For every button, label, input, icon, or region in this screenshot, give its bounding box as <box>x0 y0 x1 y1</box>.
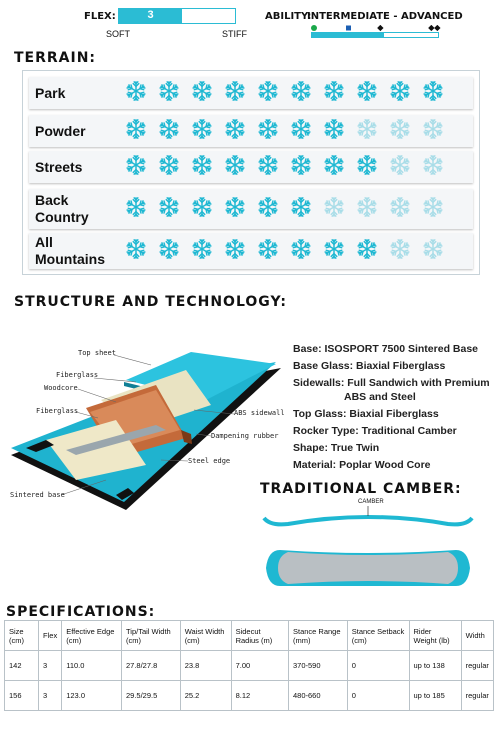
table-cell: up to 185 <box>409 681 461 711</box>
terrain-row <box>29 115 473 147</box>
snowflake-filled-icon <box>191 154 213 181</box>
table-cell: 8.12 <box>231 681 288 711</box>
snowflake-filled-icon <box>323 154 345 181</box>
snowflake-filled-icon <box>356 80 378 107</box>
snowflake-filled-icon <box>257 80 279 107</box>
spec-material: Material: Poplar Wood Core <box>293 459 431 471</box>
table-header-cell: Rider Weight (lb) <box>409 621 461 651</box>
ability-text: INTERMEDIATE - ADVANCED <box>307 11 463 22</box>
camber-profile <box>264 517 472 524</box>
table-cell: 123.0 <box>62 681 122 711</box>
table-header-cell: Waist Width (cm) <box>180 621 231 651</box>
table-cell: regular <box>461 681 493 711</box>
spec-base-glass: Base Glass: Biaxial Fiberglass <box>293 360 446 372</box>
table-cell: regular <box>461 651 493 681</box>
snowflake-empty-icon <box>356 196 378 223</box>
terrain-row-label: Park <box>35 84 66 101</box>
structure-spec-list <box>293 342 493 472</box>
snowflake-filled-icon <box>125 238 147 265</box>
snowflake-filled-icon <box>389 80 411 107</box>
snowflake-filled-icon <box>257 118 279 145</box>
snowflake-filled-icon <box>125 80 147 107</box>
snowflake-empty-icon <box>422 118 444 145</box>
snowflake-filled-icon <box>323 80 345 107</box>
snowflake-empty-icon <box>389 118 411 145</box>
snowflake-empty-icon <box>389 238 411 265</box>
snowflake-filled-icon <box>158 238 180 265</box>
snowflake-filled-icon <box>290 238 312 265</box>
structure-heading: STRUCTURE AND TECHNOLOGY: <box>14 294 287 310</box>
snowflake-filled-icon <box>125 154 147 181</box>
snowflake-filled-icon <box>290 80 312 107</box>
snowflake-filled-icon <box>422 80 444 107</box>
snowflake-filled-icon <box>290 196 312 223</box>
table-header-cell: Tip/Tail Width (cm) <box>121 621 180 651</box>
callout-top-sheet: Top sheet <box>78 349 116 357</box>
snowflake-filled-icon <box>125 196 147 223</box>
snowflake-filled-icon <box>125 118 147 145</box>
specifications-table <box>4 620 494 711</box>
snowflake-filled-icon <box>191 80 213 107</box>
terrain-row-label: Powder <box>35 122 86 139</box>
snowflake-empty-icon <box>422 154 444 181</box>
table-cell: 0 <box>347 651 409 681</box>
terrain-row-label: Streets <box>35 158 83 175</box>
snowflake-filled-icon <box>290 118 312 145</box>
table-cell: 110.0 <box>62 651 122 681</box>
blue-square-icon <box>346 26 351 31</box>
double-black-diamond-icon <box>428 25 434 31</box>
camber-illustration <box>258 496 478 596</box>
terrain-row <box>29 151 473 183</box>
snowflake-filled-icon <box>224 80 246 107</box>
table-cell: 29.5/29.5 <box>121 681 180 711</box>
table-cell: 0 <box>347 681 409 711</box>
snowflake-filled-icon <box>158 154 180 181</box>
table-header-cell: Stance Range (mm) <box>288 621 347 651</box>
table-cell: 3 <box>39 681 62 711</box>
snowflake-filled-icon <box>257 196 279 223</box>
snowflake-filled-icon <box>191 196 213 223</box>
table-header-cell: Flex <box>39 621 62 651</box>
spec-base: Base: ISOSPORT 7500 Sintered Base <box>293 343 478 355</box>
ability-bar <box>311 32 439 38</box>
table-cell: 25.2 <box>180 681 231 711</box>
table-cell: 156 <box>5 681 39 711</box>
snowflake-filled-icon <box>257 154 279 181</box>
table-header-cell: Width <box>461 621 493 651</box>
table-header-cell: Effective Edge (cm) <box>62 621 122 651</box>
flex-label: FLEX: <box>84 11 116 22</box>
table-header-cell: Stance Setback (cm) <box>347 621 409 651</box>
spec-sidewalls: Sidewalls: Full Sandwich with Premium <box>293 377 490 389</box>
snowflake-filled-icon <box>224 118 246 145</box>
snowflake-filled-icon <box>158 80 180 107</box>
terrain-row <box>29 189 473 229</box>
table-cell: 370-590 <box>288 651 347 681</box>
snowflake-empty-icon <box>422 238 444 265</box>
snowflake-empty-icon <box>389 196 411 223</box>
snowflake-filled-icon <box>191 118 213 145</box>
snowflake-filled-icon <box>290 154 312 181</box>
terrain-row-label: All Mountains <box>35 234 105 267</box>
callout-fiberglass-1: Fiberglass <box>56 371 99 379</box>
flex-soft-label: SOFT <box>106 29 130 39</box>
snowflake-empty-icon <box>422 196 444 223</box>
snowflake-filled-icon <box>257 238 279 265</box>
snowflake-filled-icon <box>356 238 378 265</box>
snowflake-empty-icon <box>323 196 345 223</box>
table-row <box>5 681 494 711</box>
terrain-row <box>29 77 473 109</box>
terrain-heading: TERRAIN: <box>14 50 97 66</box>
snowflake-filled-icon <box>158 196 180 223</box>
spec-rocker: Rocker Type: Traditional Camber <box>293 425 457 437</box>
specifications-table-wrap <box>4 620 494 711</box>
snowflake-empty-icon <box>356 118 378 145</box>
camber-label: CAMBER <box>358 499 384 505</box>
snowflake-filled-icon <box>224 154 246 181</box>
table-cell: 142 <box>5 651 39 681</box>
table-cell: 27.8/27.8 <box>121 651 180 681</box>
callout-steel-edge: Steel edge <box>188 457 231 465</box>
spec-shape: Shape: True Twin <box>293 442 380 454</box>
snowflake-filled-icon <box>224 196 246 223</box>
snowflake-empty-icon <box>389 154 411 181</box>
table-row <box>5 651 494 681</box>
board-cross-section <box>6 330 286 520</box>
table-cell: 3 <box>39 651 62 681</box>
terrain-row-label: Back Country <box>35 192 89 225</box>
green-circle-icon <box>311 25 317 31</box>
camber-heading: TRADITIONAL CAMBER: <box>260 481 462 497</box>
ability-label: ABILITY: <box>265 11 312 22</box>
table-cell: 7.00 <box>231 651 288 681</box>
table-header-cell: Size (cm) <box>5 621 39 651</box>
callout-dampening: Dampening rubber <box>211 432 279 440</box>
snowflake-filled-icon <box>323 118 345 145</box>
black-diamond-icon <box>377 25 383 31</box>
specifications-heading: SPECIFICATIONS: <box>6 604 156 620</box>
table-cell: 23.8 <box>180 651 231 681</box>
snowflake-filled-icon <box>356 154 378 181</box>
table-cell: 480-660 <box>288 681 347 711</box>
callout-woodcore: Woodcore <box>44 384 78 392</box>
callout-sintered-base: Sintered base <box>10 491 65 499</box>
flex-fill: 3 <box>119 9 182 23</box>
flex-bar <box>118 8 236 24</box>
callout-abs-sidewall: ABS sidewall <box>234 409 285 417</box>
terrain-box <box>22 70 480 275</box>
table-header-cell: Sidecut Radius (m) <box>231 621 288 651</box>
snowflake-filled-icon <box>224 238 246 265</box>
spec-top-glass: Top Glass: Biaxial Fiberglass <box>293 408 439 420</box>
flex-stiff-label: STIFF <box>222 29 247 39</box>
callout-fiberglass-2: Fiberglass <box>36 407 79 415</box>
table-cell: up to 138 <box>409 651 461 681</box>
spec-sidewalls-cont: ABS and Steel <box>344 391 416 403</box>
snowflake-filled-icon <box>191 238 213 265</box>
terrain-row <box>29 233 473 269</box>
snowflake-filled-icon <box>158 118 180 145</box>
snowflake-filled-icon <box>323 238 345 265</box>
